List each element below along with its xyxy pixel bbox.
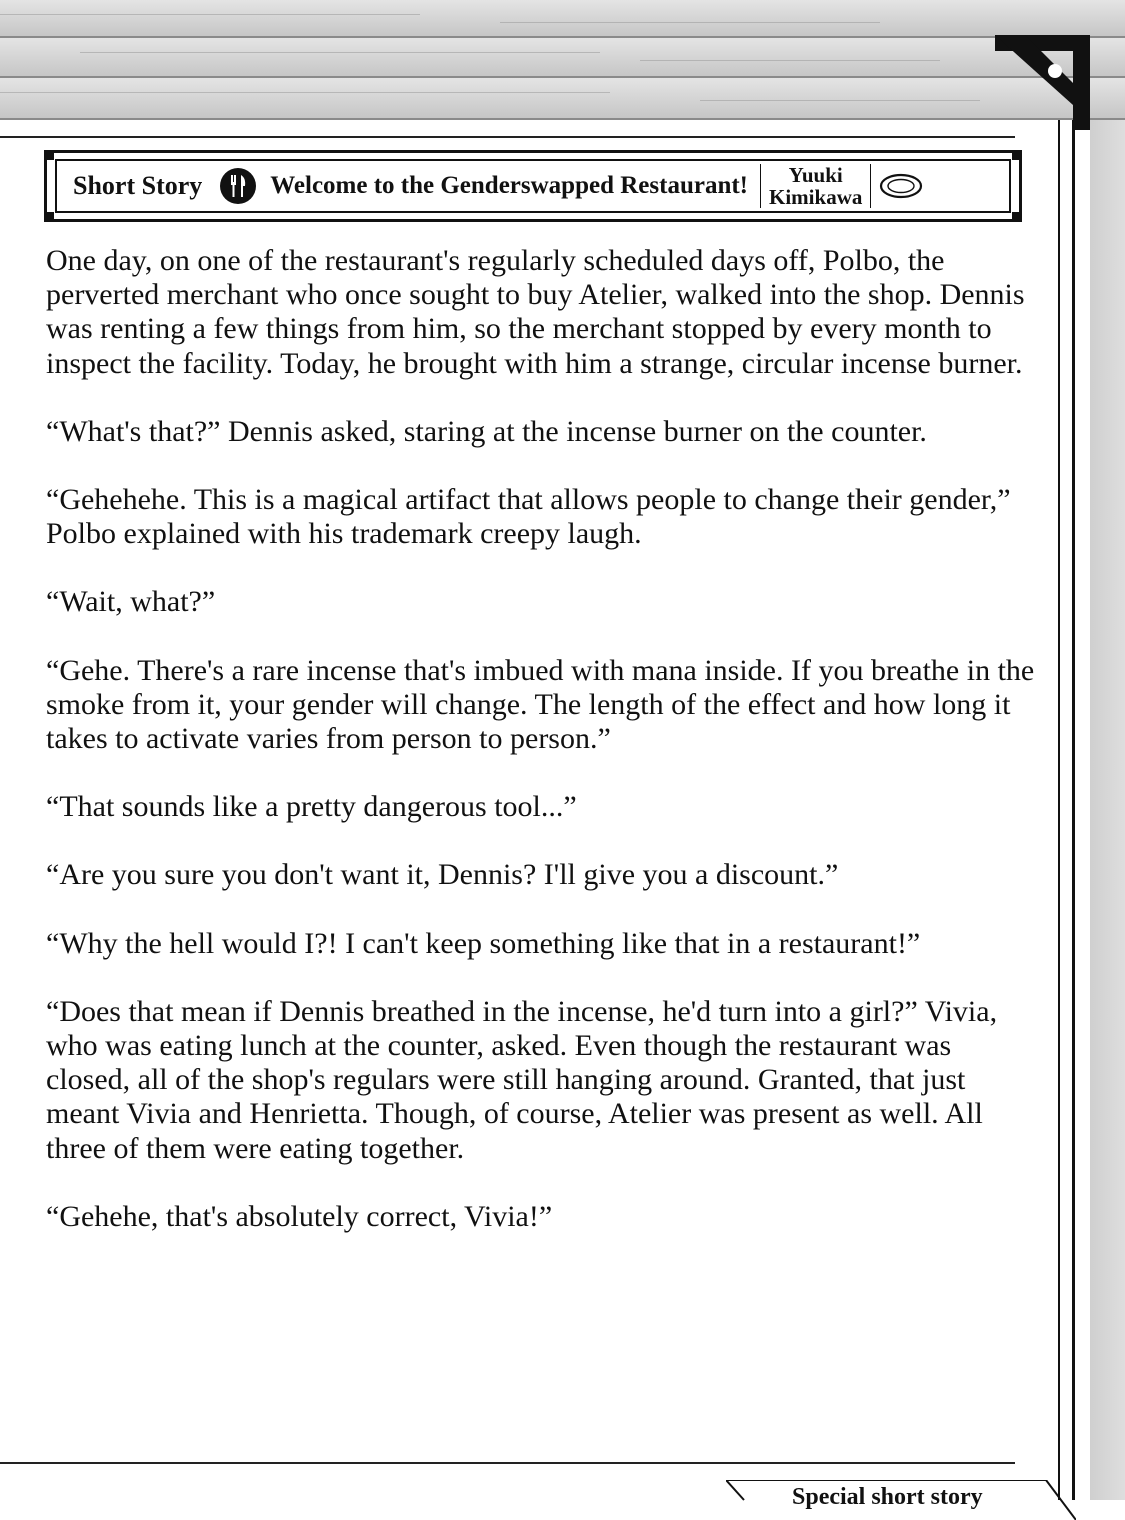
story-paragraph: “Does that mean if Dennis breathed in the incense, he'd turn into a girl?” Vivia, who was eating lunch at the counter, asked. Even though the restaurant was closed, all of the shop's regulars were still hanging around. Granted, that just meant Vivia and Henrietta. Though, of course, Atelier was present as well. All three of them were eating together. — [46, 994, 998, 1165]
story-type-label: Short Story — [73, 171, 203, 200]
wood-grain — [0, 92, 610, 93]
story-paragraph: “Why the hell would I?! I can't keep something like that in a restaurant!” — [46, 926, 921, 960]
story-paragraph: One day, on one of the restaurant's regularly scheduled days off, Polbo, the perverted merchant who once sought to buy Atelier, walked into the shop. Dennis was renting a few things from him, so the merchant stopped by every month to inspect the facility. Today, he brought with him a strange, circular incense burner. — [46, 244, 1025, 380]
wood-plank-header — [0, 0, 1125, 120]
author-last-name: Kimikawa — [769, 185, 863, 209]
plank — [0, 0, 1125, 38]
plate-icon — [879, 172, 923, 200]
story-paragraph: “Gehehe, that's absolutely correct, Vivia!” — [46, 1199, 553, 1233]
story-title: Welcome to the Genderswapped Restaurant! — [270, 172, 749, 199]
story-paragraph: “That sounds like a pretty dangerous tool...” — [46, 790, 577, 824]
frame-top-line — [0, 136, 1015, 138]
plank — [0, 38, 1125, 78]
banner-stud — [44, 150, 54, 160]
title-banner — [44, 150, 1022, 222]
story-paragraph: “What's that?” Dennis asked, staring at the incense burner on the counter. — [46, 414, 927, 448]
wood-grain — [80, 52, 600, 53]
wood-side-strip — [1090, 120, 1125, 1500]
wood-grain — [0, 14, 420, 15]
story-paragraph: “Gehe. There's a rare incense that's imbued with mana inside. If you breathe in the smoke from it, your gender will change. The length of the effect and how long it takes to activate varies from person to person.” — [46, 653, 1035, 756]
fork-knife-icon — [220, 168, 256, 204]
frame-bottom-line — [0, 1462, 1015, 1464]
banner-stud — [44, 212, 54, 222]
banner-stud — [1012, 212, 1022, 222]
wood-grain — [500, 22, 880, 23]
banner-stud — [1012, 150, 1022, 160]
corner-bracket-icon — [995, 35, 1090, 130]
banner-inner — [55, 159, 1011, 213]
footer-label: Special short story — [792, 1484, 983, 1510]
frame-outer-right-line — [1072, 120, 1075, 1500]
story-paragraph: “Gehehehe. This is a magical artifact that allows people to change their gender,” Polbo explained with his trademark creepy laugh. — [46, 483, 1011, 551]
banner-divider — [870, 164, 871, 208]
story-body — [46, 244, 1036, 1268]
story-paragraph: “Are you sure you don't want it, Dennis? I'll give you a discount.” — [46, 858, 839, 892]
author-first-name: Yuuki — [788, 163, 843, 187]
frame-inner-right-line — [1058, 120, 1060, 1500]
story-paragraph: “Wait, what?” — [46, 585, 216, 619]
banner-divider — [760, 164, 761, 208]
wood-grain — [640, 60, 940, 61]
wood-grain — [700, 100, 980, 101]
plank — [0, 78, 1125, 120]
author-name — [769, 164, 862, 208]
